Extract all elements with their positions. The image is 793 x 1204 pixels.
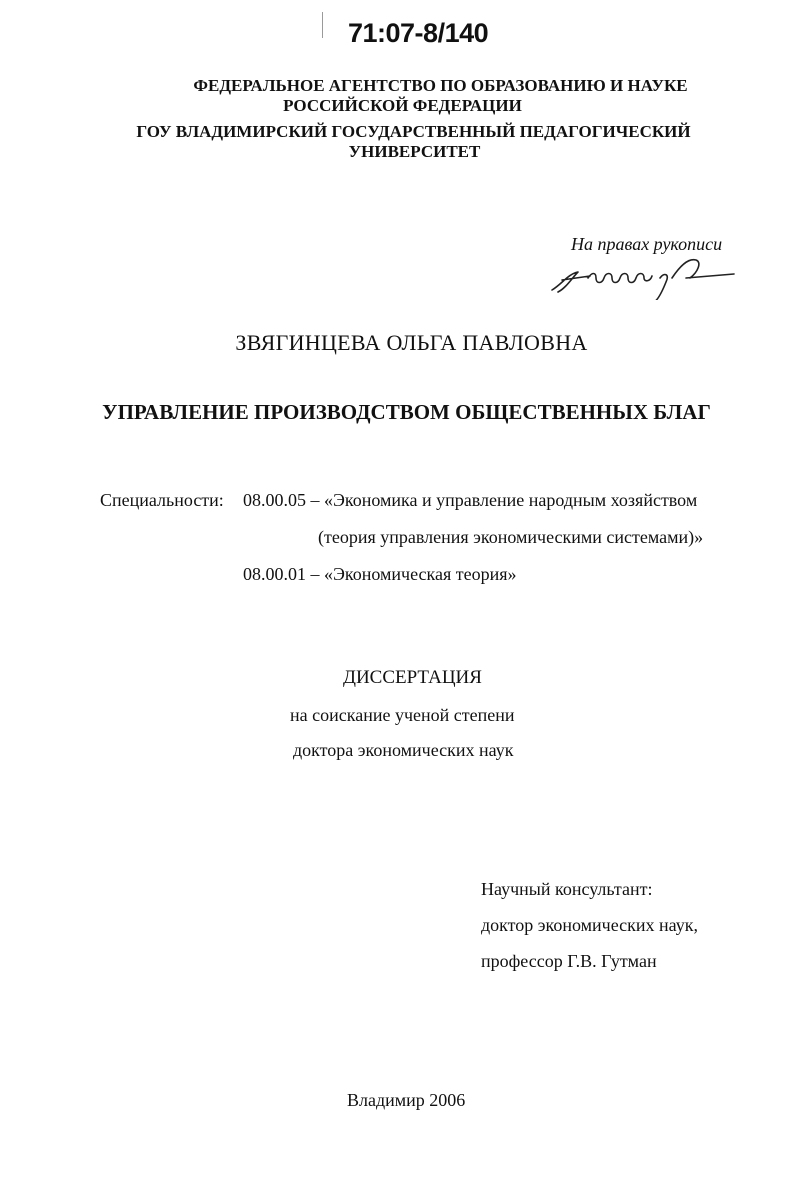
specialty-2: 08.00.01 – «Экономическая теория» xyxy=(243,564,517,584)
university-line-2: УНИВЕРСИТЕТ xyxy=(348,142,481,161)
dissertation-heading: ДИССЕРТАЦИЯ xyxy=(343,667,482,688)
agency-line-1: ФЕДЕРАЛЬНОЕ АГЕНТСТВО ПО ОБРАЗОВАНИЮ И НАУКЕ xyxy=(193,76,688,95)
manuscript-rights-note: На правах рукописи xyxy=(571,234,723,254)
dissertation-title: УПРАВЛЕНИЕ ПРОИЗВОДСТВОМ ОБЩЕСТВЕННЫХ БЛАГ xyxy=(102,400,711,424)
author-name: ЗВЯГИНЦЕВА ОЛЬГА ПАВЛОВНА xyxy=(235,330,588,355)
specialty-1-line-1: 08.00.05 – «Экономика и управление народным хозяйством xyxy=(243,490,698,510)
scan-artifact-mark xyxy=(322,12,323,38)
handwritten-signature xyxy=(548,254,738,300)
consultant-degree: доктор экономических наук, xyxy=(481,915,698,935)
degree-line-2: доктора экономических наук xyxy=(293,740,514,760)
degree-line-1: на соискание ученой степени xyxy=(290,705,515,725)
agency-line-2: РОССИЙСКОЙ ФЕДЕРАЦИИ xyxy=(283,96,522,115)
university-line-1: ГОУ ВЛАДИМИРСКИЙ ГОСУДАРСТВЕННЫЙ ПЕДАГОГИЧЕСКИЙ xyxy=(136,122,691,141)
university-header xyxy=(0,122,793,162)
agency-header xyxy=(0,76,793,116)
specialty-1-line-2: (теория управления экономическими системами)» xyxy=(318,527,704,547)
consultant-name: профессор Г.В. Гутман xyxy=(481,951,657,971)
city-and-year: Владимир 2006 xyxy=(347,1090,466,1110)
specialties-label: Специальности: xyxy=(100,490,224,510)
consultant-label: Научный консультант: xyxy=(481,879,653,899)
archive-stamp: 71:07-8/140 xyxy=(348,18,489,48)
